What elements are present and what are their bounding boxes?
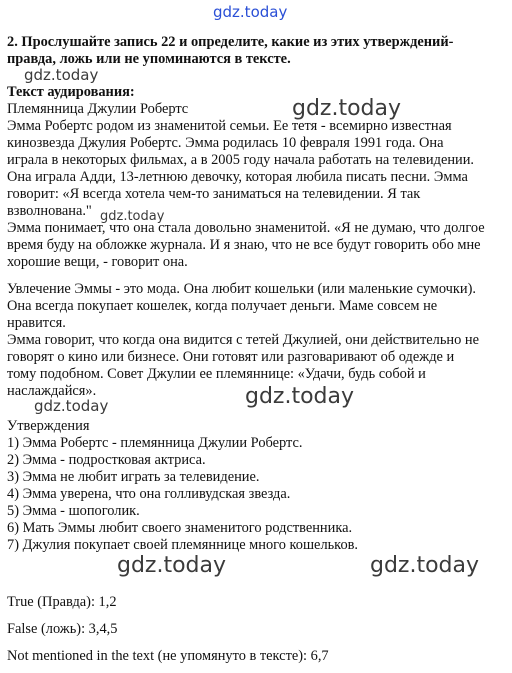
paragraph-line: говорят о кино или бизнесе. Они готовят или разговаривают об одежде и xyxy=(7,349,455,365)
statement-item: 4) Эмма уверена, что она голливудская звезда. xyxy=(7,486,291,502)
watermark-top: gdz.today xyxy=(213,3,288,21)
paragraph-line: Она играла Адди, 13-летнюю девочку, которая любила писать песни. Эмма xyxy=(7,169,468,185)
paragraph-line: хорошие вещи, - говорит она. xyxy=(7,254,188,270)
statement-item: 2) Эмма - подростковая актриса. xyxy=(7,452,206,468)
paragraph-line: играла в некоторых фильмах, а в 2005 году начала работать на телевидении. xyxy=(7,152,475,168)
paragraph-line: Эмма Робертс родом из знаменитой семьи. Ее тетя - всемирно известная xyxy=(7,118,452,134)
statement-item: 5) Эмма - шопоголик. xyxy=(7,503,140,519)
paragraph-line: взволнована." xyxy=(7,203,92,219)
paragraph-line: нравится. xyxy=(7,315,66,331)
statement-item: 1) Эмма Робертс - племянница Джулии Робертс. xyxy=(7,435,303,451)
paragraph-line: Эмма говорит, что когда она видится с тетей Джулией, они действительно не xyxy=(7,332,479,348)
watermark: gdz.today xyxy=(100,209,165,224)
task-line: правда, ложь или не упоминаются в тексте. xyxy=(7,51,291,67)
audio-heading: Текст аудирования: xyxy=(7,84,135,100)
watermark: gdz.today xyxy=(24,66,99,84)
statement-item: 3) Эмма не любит играть за телевидение. xyxy=(7,469,260,485)
watermark: gdz.today xyxy=(34,397,109,415)
watermark: gdz.today xyxy=(370,553,480,578)
text-title: Племянница Джулии Робертс xyxy=(7,101,189,117)
paragraph-line: Эмма понимает, что она стала довольно знаменитой. «Я не думаю, что долгое xyxy=(7,220,485,236)
watermark: gdz.today xyxy=(117,553,227,578)
answer-true: True (Правда): 1,2 xyxy=(7,594,117,610)
paragraph-line: Она всегда покупает кошелек, когда получает деньги. Маме совсем не xyxy=(7,298,438,314)
paragraph-line: Увлечение Эммы - это мода. Она любит кошельки (или маленькие сумочки). xyxy=(7,281,476,297)
statement-item: 6) Мать Эммы любит своего знаменитого родственника. xyxy=(7,520,353,536)
statement-item: 7) Джулия покупает своей племяннице много кошельков. xyxy=(7,537,359,553)
answer-false: False (ложь): 3,4,5 xyxy=(7,621,118,637)
paragraph-line: время буду на обложке журнала. И я знаю, что не все будут говорить обо мне xyxy=(7,237,481,253)
watermark: gdz.today xyxy=(292,96,402,121)
paragraph-line: наслаждайся». xyxy=(7,383,97,399)
answer-not-mentioned: Not mentioned in the text (не упомянуто в тексте): 6,7 xyxy=(7,648,329,664)
task-line: 2. Прослушайте запись 22 и определите, какие из этих утверждений- xyxy=(7,34,454,50)
paragraph-line: кинозвезда Джулия Робертс. Эмма родилась 10 февраля 1991 года. Она xyxy=(7,135,444,151)
paragraph-line: говорит: «Я всегда хотела чем-то заниматься на телевидении. Я так xyxy=(7,186,421,202)
watermark: gdz.today xyxy=(245,384,355,409)
statements-heading: Утверждения xyxy=(7,418,90,434)
paragraph-line: тому подобном. Совет Джулии ее племяннице: «Удачи, будь собой и xyxy=(7,366,426,382)
